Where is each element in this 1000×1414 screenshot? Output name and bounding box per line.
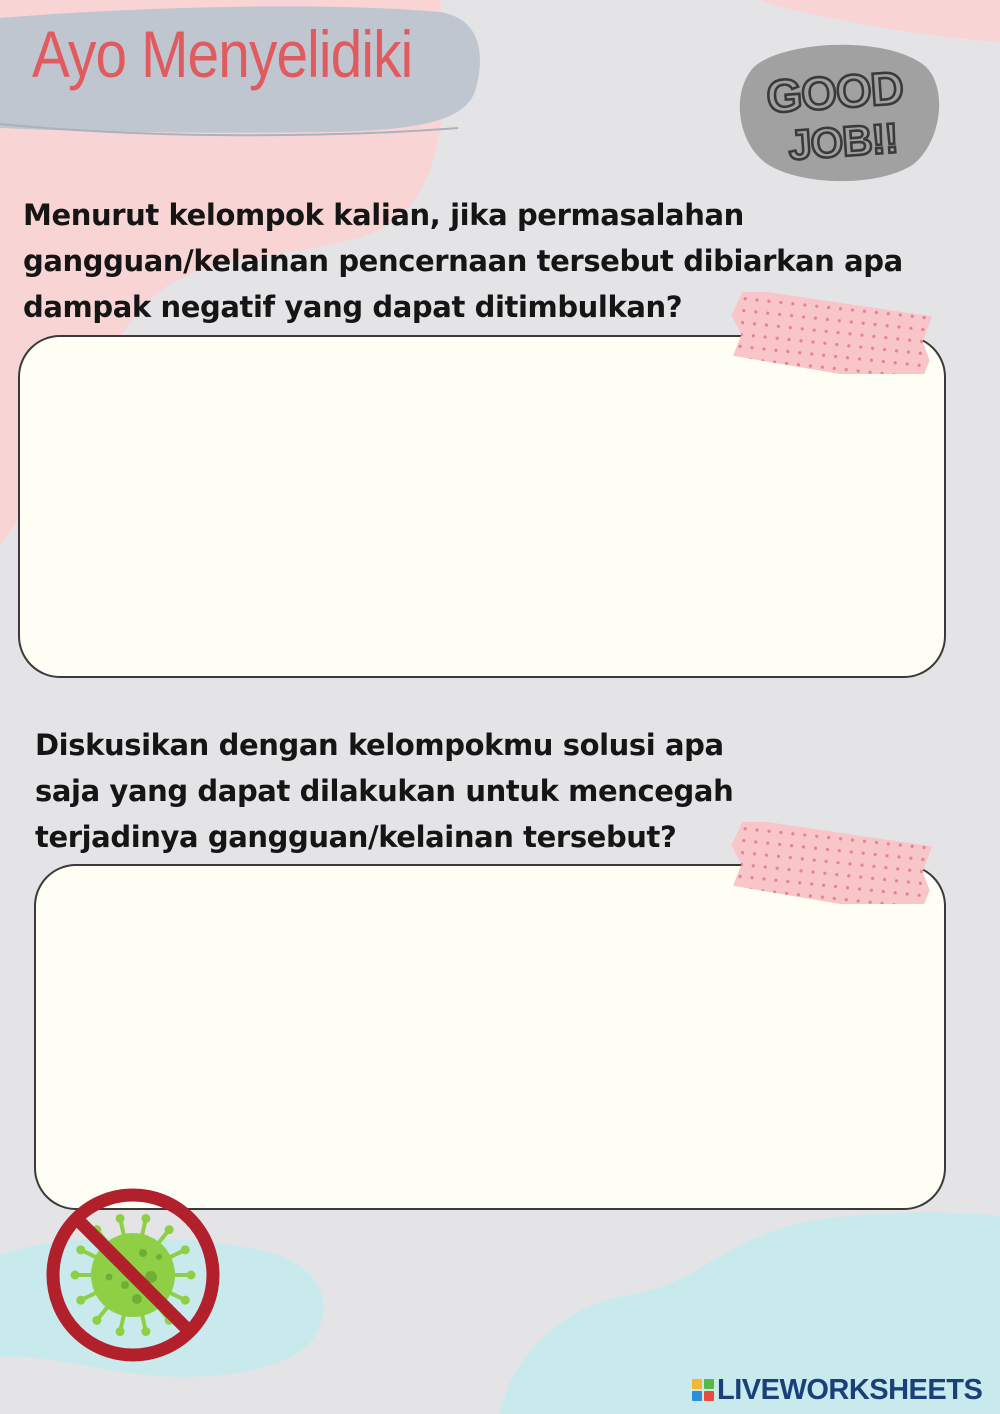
question-2-line-3: terjadinya gangguan/kelainan tersebut? — [35, 820, 677, 854]
question-1-line-1: Menurut kelompok kalian, jika permasalahan — [23, 198, 744, 232]
answer-box-2[interactable] — [34, 864, 946, 1210]
question-1-line-2: gangguan/kelainan pencernaan tersebut dibiarkan apa — [23, 244, 903, 278]
answer-box-1[interactable] — [18, 335, 946, 678]
badge-line-2: JOB!! — [786, 114, 900, 169]
badge-line-1: GOOD — [764, 61, 905, 123]
liveworksheets-logo[interactable] — [692, 1372, 982, 1408]
question-2-line-2: saja yang dapat dilakukan untuk mencegah — [35, 774, 734, 808]
question-1-line-3: dampak negatif yang dapat ditimbulkan? — [23, 290, 683, 324]
polka-dot-tape-icon — [726, 822, 938, 904]
good-job-badge-icon — [735, 38, 941, 184]
question-2-text — [35, 722, 733, 860]
brand-name: LIVEWORKSHEETS — [717, 1373, 983, 1406]
page-title: Ayo Menyelidiki — [32, 17, 413, 91]
no-virus-icon — [43, 1185, 223, 1365]
liveworksheets-logo-icon — [692, 1379, 714, 1401]
polka-dot-tape-icon — [726, 292, 938, 374]
question-2-line-1: Diskusikan dengan kelompokmu solusi apa — [35, 728, 724, 762]
